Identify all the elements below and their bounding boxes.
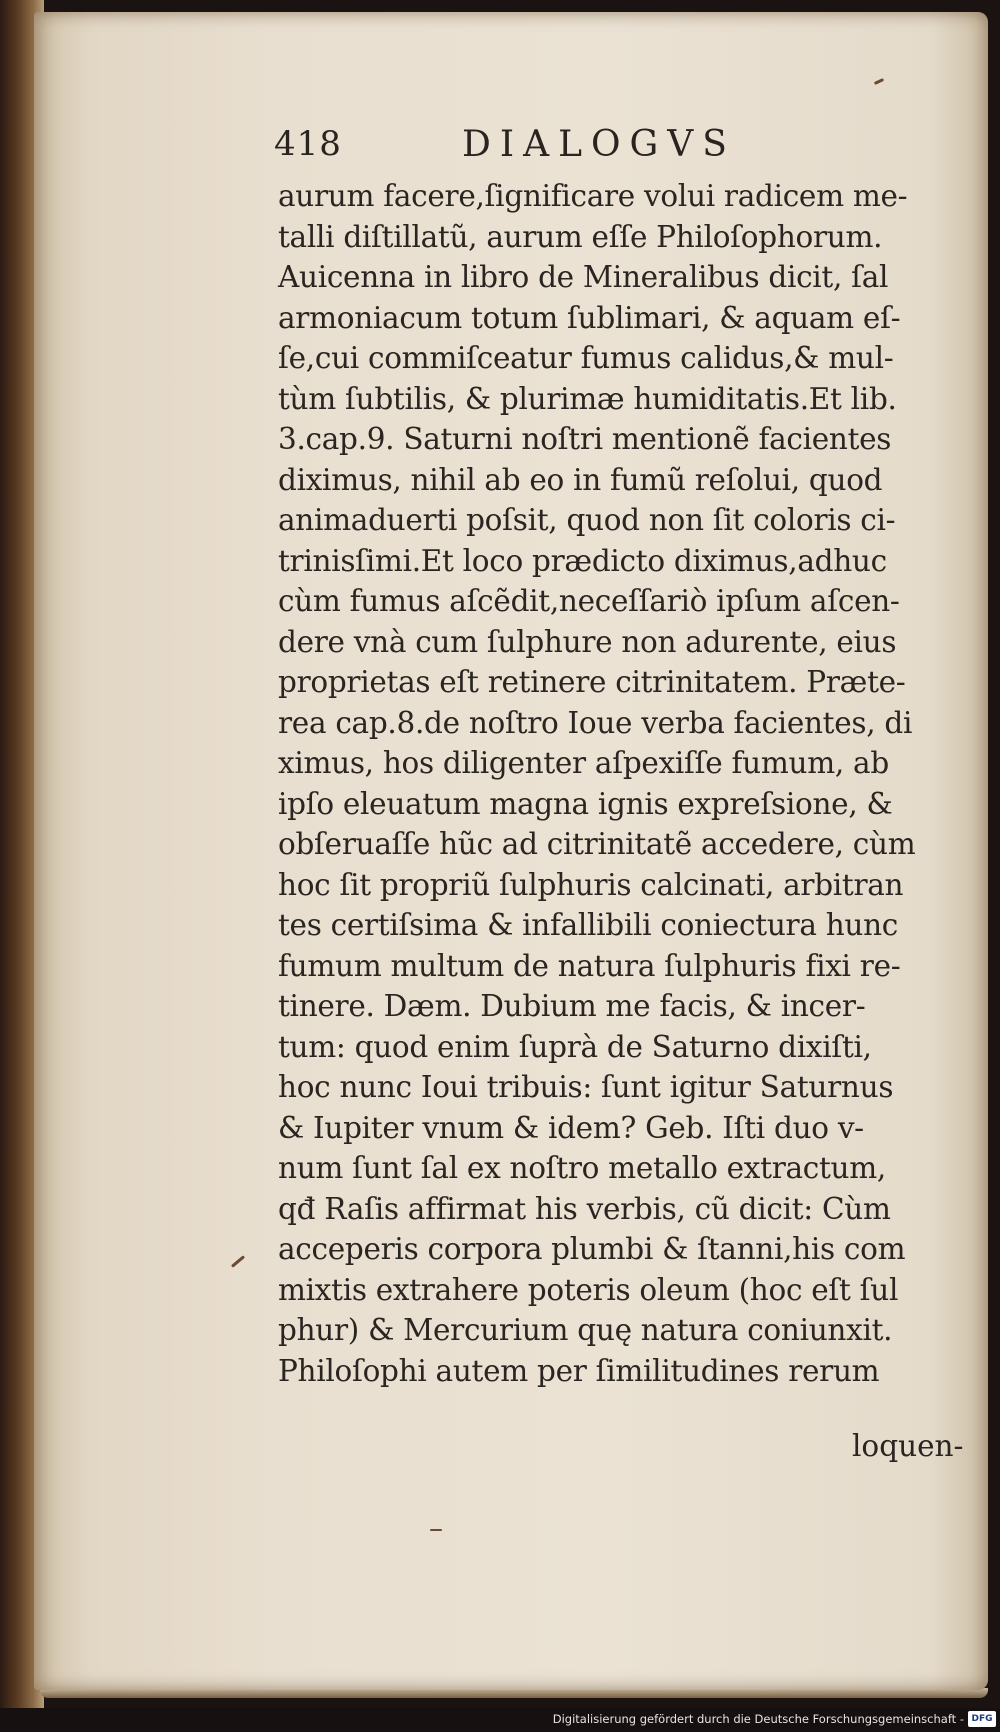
ink-blemish [231,1255,245,1268]
text-line: Auicenna in libro de Mineralibus dicit, ſal [278,260,889,294]
text-line: obſeruaſſe hũc ad citrinitatẽ accedere, cùm [278,827,916,861]
ink-blemish [430,1529,442,1531]
dfg-logo-icon: DFG [968,1711,996,1727]
text-line: ximus, hos diligenter aſpexiſſe fumum, ab [278,746,889,780]
text-line: rea cap.8.de noſtro Ioue verba facientes, di [278,705,913,740]
text-line: cùm fumus aſcẽdit,neceſſariò ipſum aſcen- [278,584,900,618]
text-line: fumum multum de natura ſulphuris fixi re- [278,948,901,983]
text-line: ipſo eleuatum magna ignis expreſsione, & [278,786,893,821]
text-line: trinisſimi.Et loco prædicto diximus,adhuc [278,543,887,578]
text-line: phur) & Mercurium quę natura coniunxit. [278,1313,893,1347]
text-line: ſe,cui commiſceatur fumus calidus,& mul- [278,341,894,375]
text-line: proprietas eſt retinere citrinitatem. Præte- [278,665,906,699]
text-line: tùm ſubtilis, & plurimæ humiditatis.Et lib. [278,381,897,416]
book-page [34,12,988,1690]
ink-blemish [874,78,884,85]
text-line: armoniacum totum ſublimari, & aquam eſ- [278,300,901,335]
footer-bar [0,1708,1000,1732]
text-line: & Iupiter vnum & idem? Geb. Iſti duo v- [278,1110,864,1145]
text-line: diximus, nihil ab eo in fumũ reſolui, quod [278,462,883,497]
text-line: hoc nunc Ioui tribuis: ſunt igitur Saturnus [278,1070,894,1104]
text-line: animaduerti poſsit, quod non ſit coloris ci- [278,503,896,537]
page-number: 418 [274,124,342,164]
text-line: hoc ſit propriũ ſulphuris calcinati, arbitran [278,867,904,902]
body-text [278,176,982,1391]
funding-credit: Digitalisierung gefördert durch die Deutsche Forschungsgemeinschaft - [552,1712,964,1726]
text-line: Philoſophi autem per ſimilitudines rerum [278,1353,880,1388]
text-line: aurum facere,ſignificare volui radicem me- [278,179,908,213]
text-line: tum: quod enim ſuprà de Saturno dixiſti, [278,1029,872,1064]
text-line: 3.cap.9. Saturni noſtri mentionẽ facientes [278,422,892,456]
text-line: tes certiſsima & infallibili coniectura hunc [278,908,899,942]
text-line: talli diſtillatũ, aurum eſſe Philoſophorum. [278,219,883,254]
catchword: loquen- [852,1429,964,1463]
running-head: DIALOGVS [462,124,736,165]
text-line: qđ Raſis affirmat his verbis, cũ dicit: Cùm [278,1191,891,1226]
text-line: acceperis corpora plumbi & ſtanni,his com [278,1232,906,1266]
text-line: dere vnà cum ſulphure non adurente, eius [278,624,897,659]
page-header [34,124,988,170]
text-line: mixtis extrahere poteris oleum (hoc eſt ſul [278,1272,899,1307]
text-line: tinere. Dæm. Dubium me facis, & incer- [278,989,866,1023]
text-line: num ſunt ſal ex noſtro metallo extractum, [278,1151,887,1185]
